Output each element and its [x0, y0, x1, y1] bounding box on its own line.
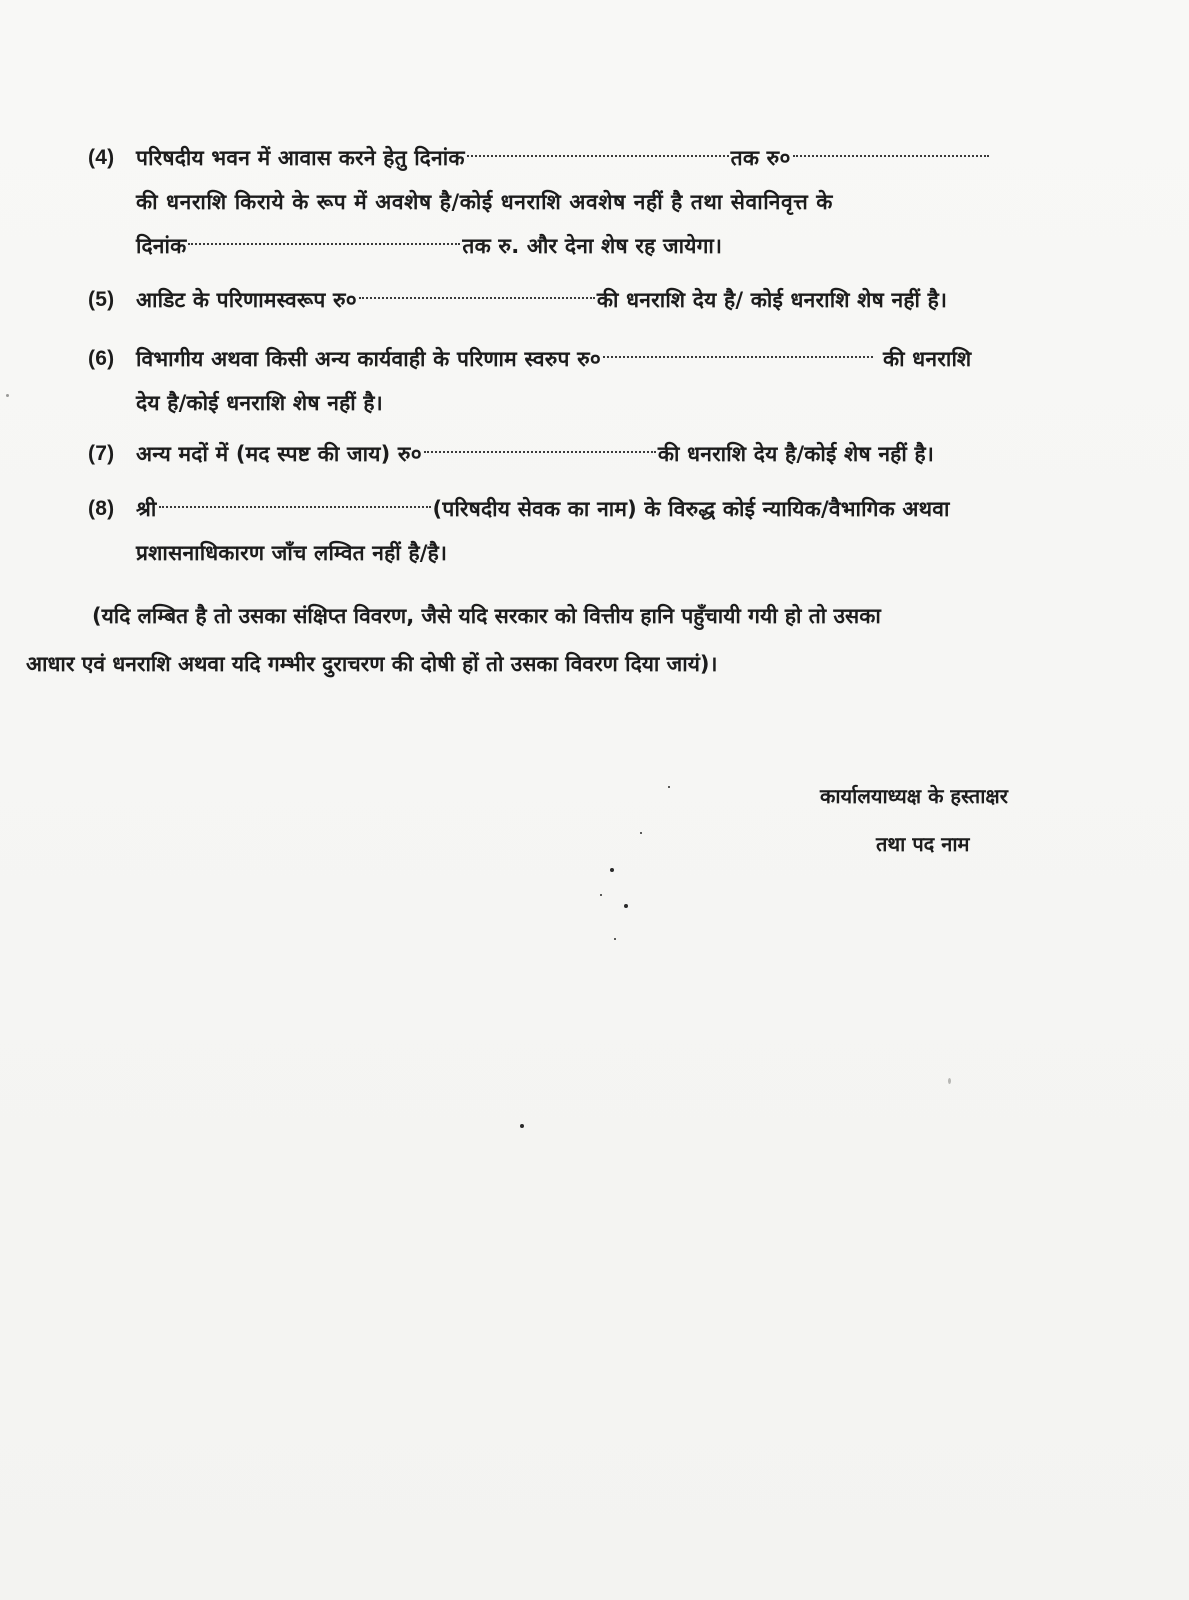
blank-amount-field[interactable]: [359, 297, 595, 299]
item-line: प्रशासनाधिकारण जाँच लम्वित नहीं है/है।: [136, 541, 448, 565]
item-line: की धनराशि किराये के रूप में अवशेष है/कोई धनराशि अवशेष नहीं है तथा सेवानिवृत्त के: [136, 190, 833, 214]
scan-speck: [640, 832, 642, 834]
blank-date-field[interactable]: [188, 243, 460, 245]
blank-name-field[interactable]: [159, 506, 431, 508]
item-line: देय है/कोई धनराशि शेष नहीं है।: [136, 391, 383, 415]
item-line: श्री (परिषदीय सेवक का नाम) के विरुद्ध कोई न्यायिक/वैभागिक अथवा: [136, 497, 950, 521]
signature-label: कार्यालयाध्यक्ष के हस्ताक्षर: [820, 784, 1008, 808]
blank-amount-field[interactable]: [603, 356, 873, 358]
note-line: (यदि लम्बित है तो उसका संक्षिप्त विवरण, जैसे यदि सरकार को वित्तीय हानि पहुँचायी गयी हो तो उसका: [92, 604, 881, 628]
item-number: (6): [88, 347, 115, 370]
item-line: अन्य मदों में (मद स्पष्ट की जाय) रु० की धनराशि देय है/कोई शेष नहीं है।: [136, 442, 934, 466]
item-line: आडिट के परिणामस्वरूप रु० की धनराशि देय है/ कोई धनराशि शेष नहीं है।: [136, 288, 948, 312]
note-line: आधार एवं धनराशि अथवा यदि गम्भीर दुराचरण की दोषी हों तो उसका विवरण दिया जायं)।: [26, 652, 718, 676]
item-number: (5): [88, 288, 115, 311]
blank-amount-field[interactable]: [793, 155, 989, 157]
scan-speck: [624, 904, 628, 908]
item-5: [88, 278, 1088, 322]
item-6: [88, 337, 1088, 425]
signature-block: [820, 772, 1080, 868]
item-line: परिषदीय भवन में आवास करने हेतु दिनांक तक रु०: [136, 136, 1088, 180]
item-8: [88, 487, 1088, 575]
scan-speck: [668, 786, 670, 788]
scan-speck: [614, 938, 616, 940]
item-4: [88, 136, 1088, 268]
scan-speck: [948, 1078, 951, 1084]
blank-date-field[interactable]: [467, 155, 729, 157]
scan-speck: [6, 394, 9, 397]
scan-speck: [610, 868, 614, 872]
item-line: विभागीय अथवा किसी अन्य कार्यवाही के परिणाम स्वरुप रु० की धनराशि: [136, 347, 972, 371]
item-line: दिनांक तक रु. और देना शेष रह जायेगा।: [136, 234, 723, 258]
item-number: (4): [88, 146, 115, 169]
item-number: (7): [88, 442, 115, 465]
item-number: (8): [88, 497, 115, 520]
blank-amount-field[interactable]: [424, 451, 656, 453]
scan-speck: [600, 894, 602, 896]
designation-label: तथा पद नाम: [876, 832, 970, 856]
item-7: [88, 432, 1088, 476]
note-paragraph: [26, 592, 1086, 688]
scan-speck: [520, 1124, 524, 1128]
